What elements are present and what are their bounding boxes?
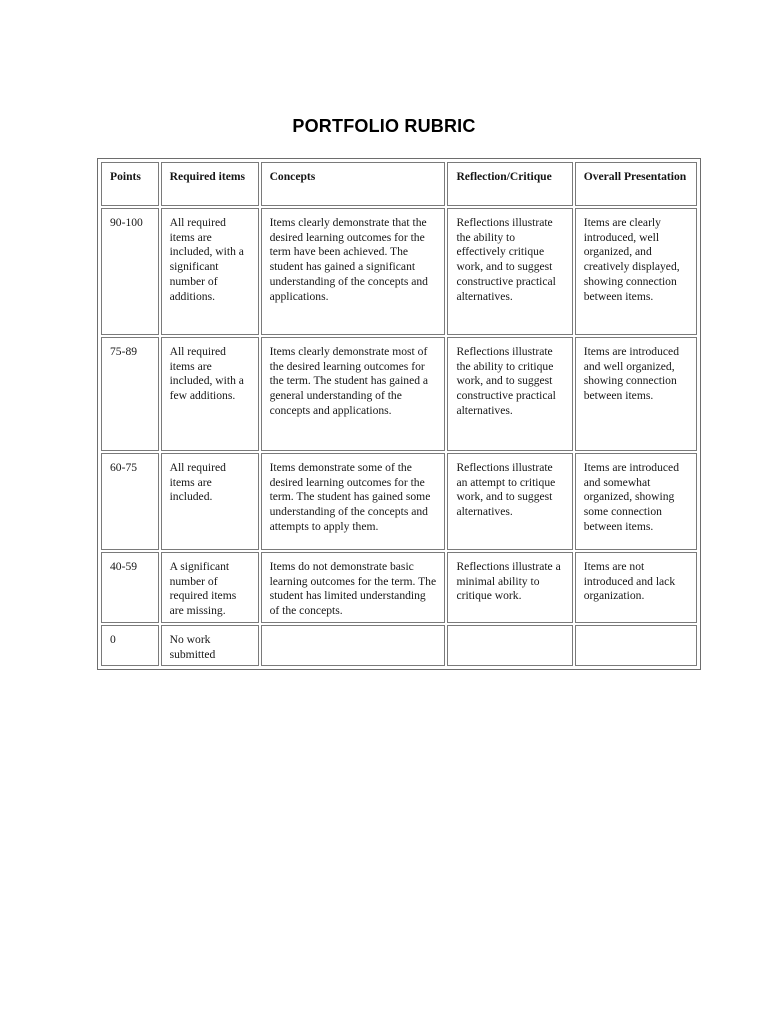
cell-reflection <box>447 625 572 666</box>
cell-concepts: Items clearly demonstrate most of the desired learning outcomes for the term. The student has gained a general understanding of the concepts and applications. <box>261 337 446 451</box>
cell-reflection: Reflections illustrate a minimal ability to critique work. <box>447 552 572 623</box>
cell-overall: Items are introduced and somewhat organized, showing some connection between items. <box>575 453 697 550</box>
cell-concepts <box>261 625 446 666</box>
rubric-table-frame <box>97 158 701 670</box>
cell-overall <box>575 625 697 666</box>
header-reflection-critique: Reflection/Critique <box>447 162 572 206</box>
table-row <box>101 337 697 451</box>
cell-points: 75-89 <box>101 337 159 451</box>
table-header-row <box>101 162 697 206</box>
cell-points: 0 <box>101 625 159 666</box>
header-concepts: Concepts <box>261 162 446 206</box>
cell-reflection: Reflections illustrate an attempt to critique work, and to suggest alternatives. <box>447 453 572 550</box>
cell-points: 90-100 <box>101 208 159 335</box>
cell-points: 60-75 <box>101 453 159 550</box>
cell-overall: Items are clearly introduced, well organized, and creatively displayed, showing connection between items. <box>575 208 697 335</box>
cell-required-items: All required items are included. <box>161 453 259 550</box>
table-row <box>101 552 697 623</box>
header-points: Points <box>101 162 159 206</box>
cell-concepts: Items do not demonstrate basic learning outcomes for the term. The student has limited understanding of the concepts. <box>261 552 446 623</box>
cell-required-items: No work submitted <box>161 625 259 666</box>
cell-overall: Items are not introduced and lack organization. <box>575 552 697 623</box>
cell-required-items: All required items are included, with a few additions. <box>161 337 259 451</box>
cell-required-items: A significant number of required items are missing. <box>161 552 259 623</box>
table-row <box>101 453 697 550</box>
cell-overall: Items are introduced and well organized, showing connection between items. <box>575 337 697 451</box>
table-row <box>101 208 697 335</box>
header-overall-presentation: Overall Presentation <box>575 162 697 206</box>
header-required-items: Required items <box>161 162 259 206</box>
cell-reflection: Reflections illustrate the ability to critique work, and to suggest constructive practical alternatives. <box>447 337 572 451</box>
cell-concepts: Items demonstrate some of the desired learning outcomes for the term. The student has gained some understanding of the concepts and attempts to apply them. <box>261 453 446 550</box>
cell-reflection: Reflections illustrate the ability to effectively critique work, and to suggest constructive practical alternatives. <box>447 208 572 335</box>
table-row <box>101 625 697 666</box>
cell-required-items: All required items are included, with a significant number of additions. <box>161 208 259 335</box>
cell-concepts: Items clearly demonstrate that the desired learning outcomes for the term have been achieved. The student has gained a significant understanding of the concepts and applications. <box>261 208 446 335</box>
rubric-table <box>99 160 699 668</box>
document-title: PORTFOLIO RUBRIC <box>292 116 476 136</box>
cell-points: 40-59 <box>101 552 159 623</box>
